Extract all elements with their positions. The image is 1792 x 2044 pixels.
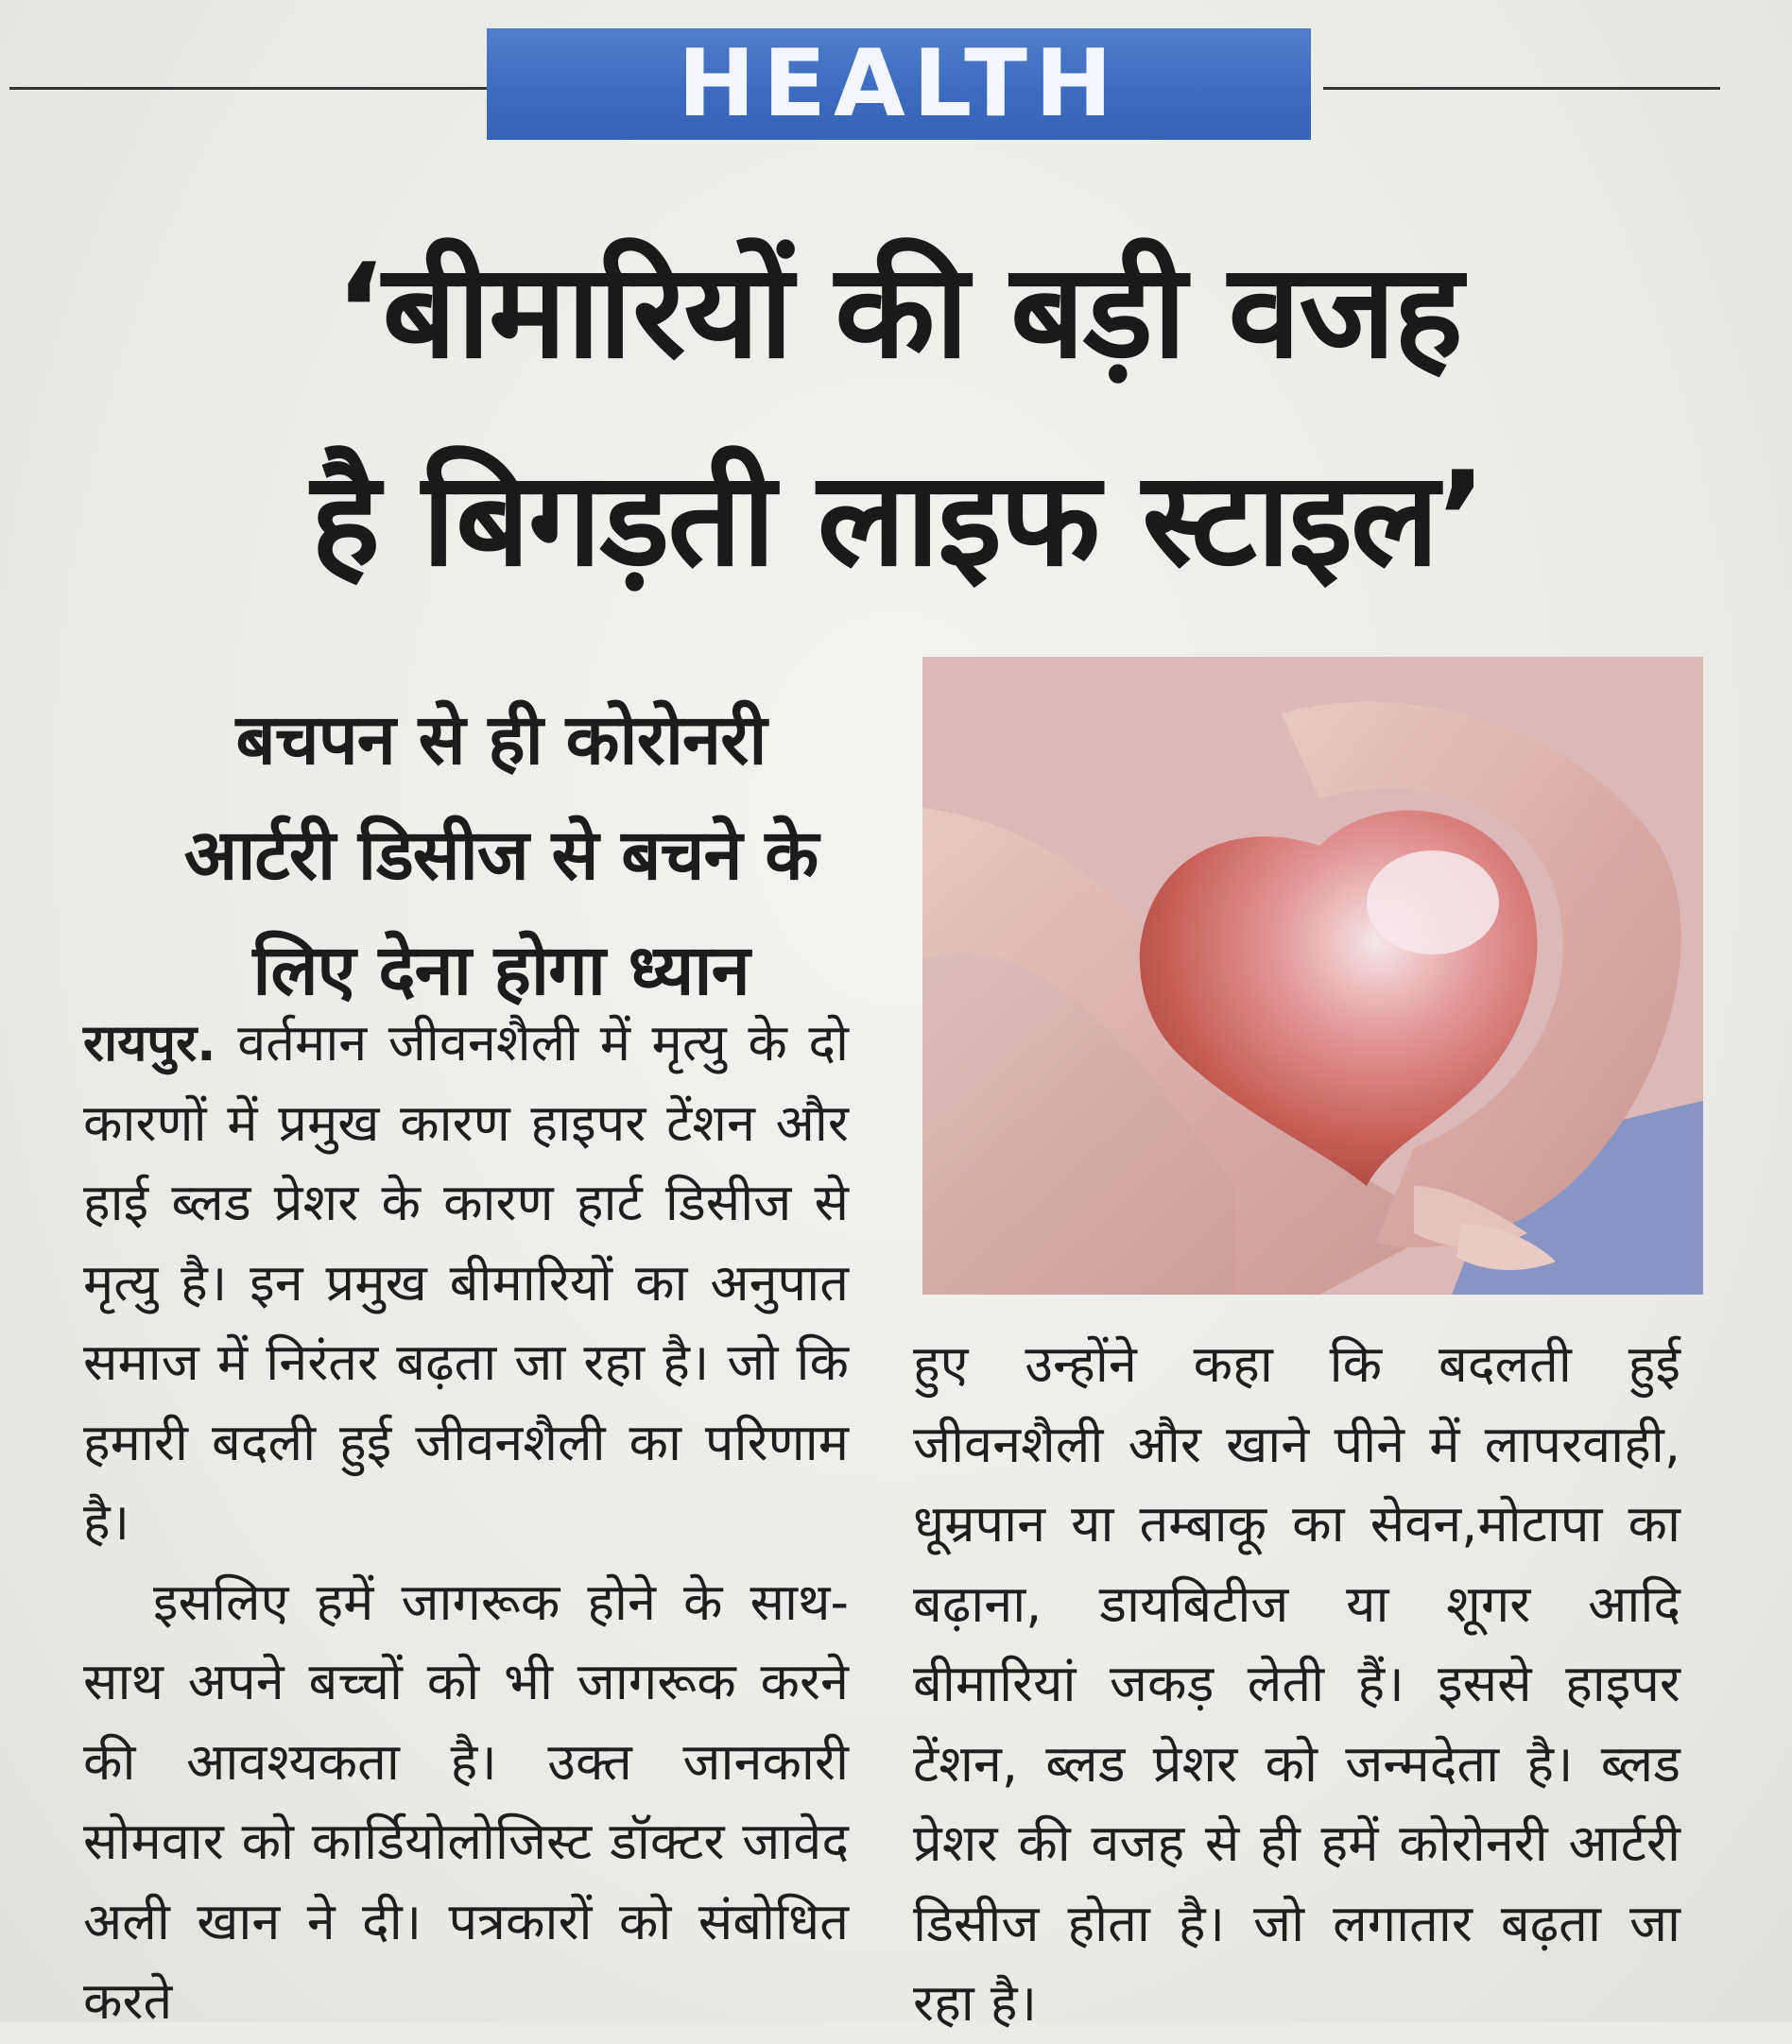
photo-illustration — [922, 657, 1703, 1295]
article-paragraph-1 — [83, 1004, 849, 1563]
subheadline-line-2: आर्टरी डिसीज से बचने के — [183, 815, 818, 896]
article-column-left — [83, 1004, 849, 2042]
article-paragraph-2: इसलिए हमें जागरूक होने के साथ-साथ अपने बच्चों को भी जागरूक करने की आवश्यकता है। उक्त जानकारी सोमवार को कार्डियोलोजिस्ट डॉक्टर जावेद अली खान ने दी। पत्रकारों को संबोधित करते — [83, 1572, 849, 2031]
top-rule-left — [9, 87, 487, 90]
headline-line-2: है बिगड़ती लाइफ स्टाइल’ — [310, 443, 1486, 595]
section-label: HEALTH — [678, 30, 1120, 138]
subheadline — [85, 682, 917, 1028]
section-banner — [487, 28, 1311, 140]
headline-line-1: ‘बीमारियों की बड़ी वजह — [335, 235, 1461, 387]
subheadline-line-3: लिए देना होगा ध्यान — [252, 930, 750, 1011]
subheadline-line-1: बचपन से ही कोरोनरी — [235, 699, 767, 781]
headline — [76, 208, 1720, 624]
article-paragraph-3: हुए उन्होंने कहा कि बदलती हुई जीवनशैली और खाने पीने में लापरवाही, धूम्रपान या तम्बाकू का सेवन,मोटापा का बढ़ाना, डायबिटीज या शूगर आदि बीमारियां जकड़ लेती हैं। इससे हाइपर टेंशन, ब्लड प्रेशर को जन्मदेता है। ब्लड प्रेशर की वजह से ही हमें कोरोनरी आर्टरी डिसीज होता है। जो लगातार बढ़ता जा रहा है। — [913, 1334, 1680, 2033]
heart-in-hands-photo — [922, 657, 1703, 1295]
dateline: रायपुर. — [83, 1013, 216, 1073]
article-column-right — [913, 1325, 1680, 2044]
top-rule-right — [1323, 87, 1720, 90]
paragraph-1-text: वर्तमान जीवनशैली में मृत्यु के दो कारणों में प्रमुख कारण हाइपर टेंशन और हाई ब्लड प्रेशर के कारण हार्ट डिसीज से मृत्यु है। इन प्रमुख बीमारियों का अनुपात समाज में निरंतर बढ़ता जा रहा है। जो कि हमारी बदली हुई जीवनशैली का परिणाम है। — [83, 1013, 849, 1552]
